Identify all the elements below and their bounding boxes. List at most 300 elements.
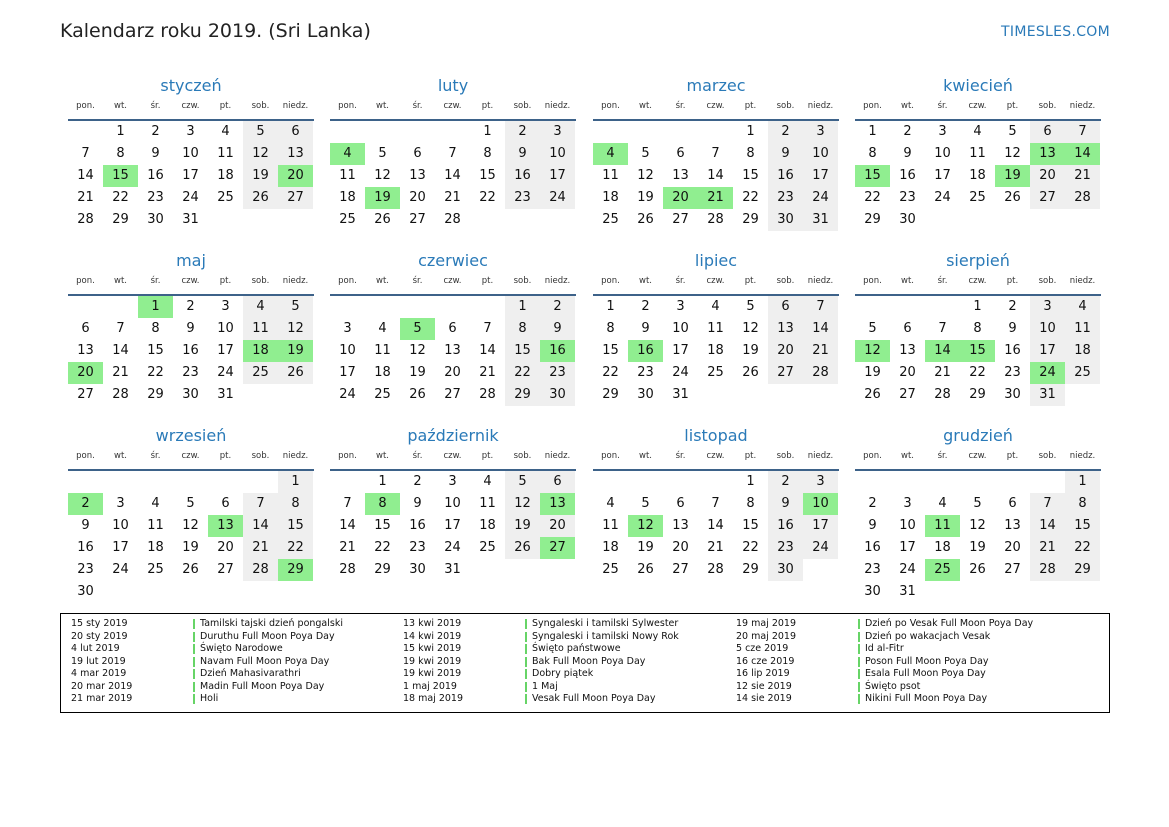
holiday-legend — [60, 613, 1110, 713]
weekday-label: pon. — [338, 101, 357, 111]
weekday-header — [593, 276, 839, 290]
day-cell: 19 — [505, 515, 540, 537]
weekday-label: pt. — [1006, 451, 1019, 461]
day-cell: 9 — [1008, 321, 1017, 336]
day-cell: 23 — [864, 562, 881, 577]
holiday-marker — [858, 669, 860, 679]
day-cell: 9 — [868, 518, 877, 533]
day-cell: 24 — [444, 540, 461, 555]
day-cell: 20 — [444, 365, 461, 380]
day-cell: 6 — [1008, 496, 1017, 511]
holiday-day: 27 — [540, 537, 575, 559]
holiday-name: Navam Full Moon Poya Day — [200, 655, 330, 667]
day-cell: 6 — [448, 321, 457, 336]
day-cell: 21 — [1030, 537, 1065, 559]
weekday-label: wt. — [114, 451, 127, 461]
day-cell: 21 — [243, 537, 278, 559]
day-cell: 7 — [243, 493, 278, 515]
weekday-header — [68, 101, 314, 115]
holiday-date: 15 kwi 2019 — [403, 643, 462, 654]
day-cell: 22 — [479, 190, 496, 205]
weekday-label: pt. — [744, 276, 757, 286]
weekday-label: śr. — [675, 451, 686, 461]
month-name: październik — [407, 426, 499, 445]
weekday-label: niedz. — [807, 101, 834, 111]
weekday-label: wt. — [901, 101, 914, 111]
day-cell: 14 — [707, 518, 724, 533]
weekday-label: śr. — [937, 101, 948, 111]
day-cell: 3 — [903, 496, 912, 511]
day-cell: 18 — [374, 365, 391, 380]
holiday-day: 29 — [278, 559, 313, 581]
month-name: czerwiec — [418, 251, 488, 270]
day-cell: 5 — [378, 146, 387, 161]
day-cell: 25 — [339, 212, 356, 227]
day-cell: 16 — [147, 168, 164, 183]
weekday-label: pon. — [338, 276, 357, 286]
day-cell: 2 — [413, 474, 422, 489]
holiday-date: 20 sty 2019 — [71, 630, 128, 642]
holiday-name: Syngaleski i tamilski Nowy Rok — [532, 630, 679, 642]
day-cell: 7 — [116, 321, 125, 336]
day-cell: 21 — [1065, 165, 1100, 187]
day-cell: 29 — [969, 387, 986, 402]
day-cell: 11 — [243, 318, 278, 340]
weekday-label: czw. — [181, 451, 200, 461]
day-cell: 4 — [221, 124, 230, 139]
weekday-label: śr. — [412, 451, 423, 461]
day-cell: 24 — [217, 365, 234, 380]
day-cell: 23 — [768, 187, 803, 209]
day-cell: 5 — [186, 496, 195, 511]
day-cell: 14 — [479, 343, 496, 358]
day-cell: 4 — [938, 496, 947, 511]
day-cell: 2 — [768, 471, 803, 493]
day-cell: 1 — [746, 474, 755, 489]
day-cell: 6 — [413, 146, 422, 161]
day-cell: 26 — [409, 387, 426, 402]
day-cell: 7 — [448, 146, 457, 161]
month-6 — [593, 251, 839, 430]
weekday-label: śr. — [150, 276, 161, 286]
day-cell: 17 — [672, 343, 689, 358]
day-cell: 10 — [217, 321, 234, 336]
day-cell: 12 — [409, 343, 426, 358]
day-grid — [593, 471, 839, 603]
holiday-day: 13 — [208, 515, 243, 537]
day-cell: 26 — [864, 387, 881, 402]
day-cell: 1 — [1065, 471, 1100, 493]
day-cell: 12 — [182, 518, 199, 533]
weekday-label: pt. — [744, 451, 757, 461]
day-cell: 11 — [1065, 318, 1100, 340]
day-cell: 25 — [479, 540, 496, 555]
day-cell: 24 — [899, 562, 916, 577]
day-cell: 24 — [803, 187, 838, 209]
day-cell: 13 — [1004, 518, 1021, 533]
weekday-label: czw. — [181, 101, 200, 111]
day-cell: 26 — [374, 212, 391, 227]
weekday-label: niedz. — [282, 451, 309, 461]
weekday-label: wt. — [376, 451, 389, 461]
holiday-day: 14 — [1065, 143, 1100, 165]
day-cell: 13 — [672, 518, 689, 533]
holiday-marker — [193, 632, 195, 642]
month-4 — [68, 251, 314, 430]
day-cell: 8 — [483, 146, 492, 161]
day-cell: 23 — [505, 187, 540, 209]
day-cell: 3 — [803, 471, 838, 493]
weekday-label: wt. — [901, 451, 914, 461]
day-cell: 1 — [973, 299, 982, 314]
day-cell: 27 — [278, 187, 313, 209]
day-cell: 26 — [278, 362, 313, 384]
day-cell: 18 — [479, 518, 496, 533]
day-grid — [855, 471, 1101, 603]
day-cell: 31 — [672, 387, 689, 402]
day-cell: 28 — [112, 387, 129, 402]
day-cell: 8 — [868, 146, 877, 161]
day-cell: 29 — [1065, 559, 1100, 581]
weekday-label: śr. — [150, 451, 161, 461]
holiday-day: 11 — [925, 515, 960, 537]
day-cell: 16 — [505, 165, 540, 187]
day-cell: 24 — [672, 365, 689, 380]
day-cell: 25 — [217, 190, 234, 205]
day-cell: 16 — [77, 540, 94, 555]
day-cell: 21 — [934, 365, 951, 380]
day-cell: 27 — [768, 362, 803, 384]
day-cell: 2 — [868, 496, 877, 511]
weekday-label: wt. — [376, 101, 389, 111]
weekday-label: niedz. — [282, 276, 309, 286]
weekday-label: śr. — [412, 276, 423, 286]
day-cell: 30 — [864, 584, 881, 599]
day-cell: 5 — [243, 121, 278, 143]
day-cell: 23 — [768, 537, 803, 559]
day-cell: 26 — [505, 537, 540, 559]
weekday-label: pt. — [219, 451, 232, 461]
day-cell: 8 — [746, 146, 755, 161]
day-cell: 22 — [864, 190, 881, 205]
day-cell: 22 — [112, 190, 129, 205]
day-cell: 16 — [899, 168, 916, 183]
day-cell: 14 — [1030, 515, 1065, 537]
holiday-day: 1 — [138, 296, 173, 318]
day-cell: 6 — [278, 121, 313, 143]
day-cell: 15 — [479, 168, 496, 183]
weekday-label: niedz. — [1069, 276, 1096, 286]
weekday-label: pt. — [481, 276, 494, 286]
day-cell: 7 — [343, 496, 352, 511]
day-cell: 29 — [602, 387, 619, 402]
day-cell: 14 — [339, 518, 356, 533]
weekday-header — [68, 451, 314, 465]
day-cell: 15 — [505, 340, 540, 362]
day-cell: 19 — [637, 540, 654, 555]
day-cell: 17 — [1030, 340, 1065, 362]
day-cell: 13 — [77, 343, 94, 358]
day-cell: 18 — [339, 190, 356, 205]
day-cell: 7 — [1030, 493, 1065, 515]
holiday-name: Tamilski tajski dzień pongalski — [200, 618, 343, 629]
holiday-day: 24 — [1030, 362, 1065, 384]
day-cell: 13 — [278, 143, 313, 165]
holiday-date: 1 maj 2019 — [403, 680, 457, 692]
day-cell: 5 — [505, 471, 540, 493]
holiday-marker — [193, 657, 195, 667]
day-cell: 26 — [637, 212, 654, 227]
holiday-name: Id al-Fitr — [865, 643, 904, 654]
month-name: marzec — [686, 76, 746, 95]
day-cell: 15 — [147, 343, 164, 358]
day-cell: 22 — [505, 362, 540, 384]
month-7 — [855, 251, 1101, 430]
day-cell: 2 — [641, 299, 650, 314]
day-cell: 21 — [77, 190, 94, 205]
holiday-date: 5 cze 2019 — [736, 643, 789, 654]
holiday-marker — [193, 694, 195, 704]
weekday-label: pon. — [76, 451, 95, 461]
day-cell: 30 — [637, 387, 654, 402]
day-cell: 16 — [768, 165, 803, 187]
day-cell: 20 — [768, 340, 803, 362]
day-cell: 7 — [803, 296, 838, 318]
holiday-day: 20 — [663, 187, 698, 209]
weekday-label: pt. — [481, 101, 494, 111]
day-cell: 24 — [934, 190, 951, 205]
day-cell: 8 — [606, 321, 615, 336]
day-cell: 16 — [182, 343, 199, 358]
day-cell: 27 — [899, 387, 916, 402]
holiday-day: 8 — [365, 493, 400, 515]
day-grid — [855, 121, 1101, 253]
day-cell: 9 — [186, 321, 195, 336]
day-cell: 25 — [374, 387, 391, 402]
holiday-marker — [525, 619, 527, 629]
day-grid — [330, 121, 576, 253]
day-grid — [68, 121, 314, 253]
day-cell: 30 — [147, 212, 164, 227]
day-cell: 28 — [1065, 187, 1100, 209]
day-cell: 27 — [672, 212, 689, 227]
day-cell: 19 — [409, 365, 426, 380]
day-cell: 19 — [243, 165, 278, 187]
day-cell: 8 — [116, 146, 125, 161]
weekday-label: pon. — [601, 276, 620, 286]
weekday-header — [855, 101, 1101, 115]
holiday-marker — [858, 644, 860, 654]
day-cell: 10 — [899, 518, 916, 533]
day-cell: 11 — [969, 146, 986, 161]
day-cell: 8 — [973, 321, 982, 336]
holiday-name: Dzień Mahasivarathri — [200, 668, 301, 679]
day-cell: 26 — [637, 562, 654, 577]
day-grid — [330, 296, 576, 428]
day-cell: 12 — [243, 143, 278, 165]
holiday-day: 10 — [803, 493, 838, 515]
holiday-day: 16 — [540, 340, 575, 362]
day-grid — [68, 296, 314, 428]
day-cell: 2 — [540, 296, 575, 318]
weekday-label: śr. — [675, 276, 686, 286]
weekday-header — [330, 451, 576, 465]
day-cell: 1 — [868, 124, 877, 139]
weekday-label: pon. — [863, 101, 882, 111]
holiday-date: 19 kwi 2019 — [403, 655, 462, 667]
weekday-label: sob. — [513, 276, 532, 286]
day-grid — [68, 471, 314, 603]
day-cell: 30 — [77, 584, 94, 599]
day-cell: 15 — [1065, 515, 1100, 537]
day-cell: 28 — [243, 559, 278, 581]
day-cell: 3 — [540, 121, 575, 143]
day-cell: 30 — [182, 387, 199, 402]
day-cell: 5 — [641, 146, 650, 161]
holiday-day: 2 — [68, 493, 103, 515]
holiday-date: 19 kwi 2019 — [403, 668, 462, 679]
holiday-marker — [193, 619, 195, 629]
month-10 — [593, 426, 839, 605]
weekday-header — [330, 276, 576, 290]
day-cell: 17 — [444, 518, 461, 533]
day-cell: 26 — [182, 562, 199, 577]
weekday-label: pt. — [1006, 101, 1019, 111]
weekday-label: niedz. — [1069, 451, 1096, 461]
day-cell: 27 — [217, 562, 234, 577]
day-cell: 31 — [444, 562, 461, 577]
weekday-label: niedz. — [544, 276, 571, 286]
day-cell: 10 — [672, 321, 689, 336]
day-cell: 28 — [479, 387, 496, 402]
day-cell: 17 — [112, 540, 129, 555]
day-cell: 11 — [374, 343, 391, 358]
day-cell: 2 — [151, 124, 160, 139]
month-name: styczeń — [160, 76, 222, 95]
day-cell: 28 — [707, 212, 724, 227]
day-cell: 11 — [147, 518, 164, 533]
month-2 — [593, 76, 839, 255]
day-cell: 4 — [151, 496, 160, 511]
weekday-label: niedz. — [282, 101, 309, 111]
weekday-label: czw. — [443, 276, 462, 286]
holiday-name: Vesak Full Moon Poya Day — [532, 693, 656, 704]
holiday-marker — [525, 644, 527, 654]
holiday-name: Syngaleski i tamilski Sylwester — [532, 618, 679, 629]
site-link[interactable]: TIMESLES.COM — [1001, 24, 1110, 40]
weekday-header — [593, 451, 839, 465]
day-cell: 8 — [746, 496, 755, 511]
weekday-label: pon. — [601, 451, 620, 461]
day-cell: 8 — [1065, 493, 1100, 515]
day-cell: 3 — [803, 121, 838, 143]
weekday-label: niedz. — [807, 451, 834, 461]
holiday-day: 15 — [960, 340, 995, 362]
day-cell: 5 — [278, 296, 313, 318]
weekday-label: czw. — [181, 276, 200, 286]
day-cell: 25 — [602, 212, 619, 227]
weekday-label: pon. — [601, 101, 620, 111]
day-cell: 17 — [899, 540, 916, 555]
weekday-label: sob. — [251, 451, 270, 461]
holiday-day: 4 — [330, 143, 365, 165]
day-cell: 28 — [707, 562, 724, 577]
day-cell: 6 — [221, 496, 230, 511]
day-cell: 9 — [413, 496, 422, 511]
day-cell: 4 — [378, 321, 387, 336]
weekday-label: czw. — [706, 451, 725, 461]
day-cell: 10 — [112, 518, 129, 533]
day-cell: 23 — [77, 562, 94, 577]
day-cell: 6 — [1030, 121, 1065, 143]
weekday-label: pon. — [338, 451, 357, 461]
day-cell: 6 — [540, 471, 575, 493]
weekday-label: sob. — [776, 101, 795, 111]
weekday-label: sob. — [251, 276, 270, 286]
month-name: sierpień — [946, 251, 1010, 270]
month-name: lipiec — [694, 251, 738, 270]
day-grid — [593, 296, 839, 428]
day-cell: 9 — [641, 321, 650, 336]
holiday-date: 16 cze 2019 — [736, 655, 795, 667]
day-cell: 9 — [903, 146, 912, 161]
holiday-marker — [525, 657, 527, 667]
holiday-marker — [858, 657, 860, 667]
day-cell: 18 — [1065, 340, 1100, 362]
day-cell: 5 — [868, 321, 877, 336]
day-cell: 30 — [540, 384, 575, 406]
weekday-label: wt. — [639, 451, 652, 461]
holiday-name: Święto państwowe — [532, 643, 621, 654]
day-cell: 29 — [505, 384, 540, 406]
day-cell: 26 — [243, 187, 278, 209]
day-cell: 8 — [505, 318, 540, 340]
day-cell: 17 — [540, 165, 575, 187]
holiday-day: 21 — [698, 187, 733, 209]
holiday-day: 4 — [593, 143, 628, 165]
holiday-day: 25 — [925, 559, 960, 581]
day-cell: 18 — [602, 540, 619, 555]
day-grid — [330, 471, 576, 603]
day-cell: 21 — [707, 540, 724, 555]
month-8 — [68, 426, 314, 605]
day-cell: 31 — [899, 584, 916, 599]
day-cell: 19 — [969, 540, 986, 555]
holiday-date: 16 lip 2019 — [736, 668, 790, 679]
weekday-label: pt. — [1006, 276, 1019, 286]
day-cell: 22 — [278, 537, 313, 559]
weekday-label: śr. — [675, 101, 686, 111]
day-cell: 29 — [742, 562, 759, 577]
day-cell: 1 — [116, 124, 125, 139]
day-cell: 10 — [934, 146, 951, 161]
holiday-day: 19 — [278, 340, 313, 362]
day-cell: 6 — [903, 321, 912, 336]
weekday-label: pt. — [744, 101, 757, 111]
day-cell: 12 — [637, 168, 654, 183]
weekday-label: sob. — [776, 451, 795, 461]
weekday-label: czw. — [443, 451, 462, 461]
day-cell: 11 — [339, 168, 356, 183]
month-11 — [855, 426, 1101, 605]
day-cell: 19 — [637, 190, 654, 205]
day-cell: 6 — [768, 296, 803, 318]
day-cell: 20 — [540, 515, 575, 537]
day-cell: 24 — [803, 537, 838, 559]
day-cell: 25 — [707, 365, 724, 380]
day-cell: 12 — [505, 493, 540, 515]
holiday-marker — [193, 669, 195, 679]
